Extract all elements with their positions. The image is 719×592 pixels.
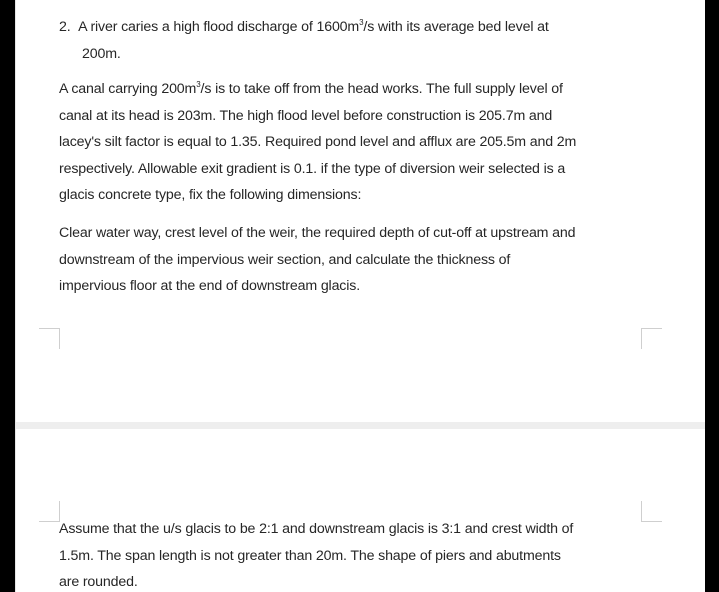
paragraph-line: lacey's silt factor is equal to 1.35. Required pond level and afflux are 205.5m and 2m [59,134,577,150]
paragraph-line: glacis concrete type, fix the following dimensions: [59,187,362,203]
margin-corner-marker-top-right [641,501,662,522]
page-edge-line [15,0,16,592]
document-page-1 [15,0,705,422]
paragraph-line: A canal carrying $200m^3/s$ is to take off from the head works. The full supply level of [59,80,563,97]
document-viewport[interactable] [15,0,705,592]
paragraph-line: downstream of the impervious weir section, and calculate the thickness of [59,251,511,268]
superscript-cubed: 3 [196,80,201,89]
paragraph-line: canal at its head is 203m. The high flood level before construction is 205.7m and [59,107,553,124]
paragraph-line: Assume that the u/s glacis to be 2:1 and downstream glacis is 3:1 and crest width of [59,521,574,537]
document-page-2 [15,429,705,592]
paragraph-given-data [59,76,576,209]
paragraph-line: are rounded. [59,574,138,590]
margin-corner-marker-bottom-left [39,328,60,349]
superscript-cubed: 3 [359,18,364,27]
margin-corner-marker-bottom-right [641,328,662,349]
paragraph-line: respectively. Allowable exit gradient is 0.1. if the type of diversion weir selected is a [59,160,566,177]
right-frame-border [705,0,719,592]
margin-corner-marker-top-left [39,501,60,522]
paragraph-required-dimensions [59,220,575,300]
page-separator [15,422,705,429]
paragraph-line: impervious floor at the end of downstream glacis. [59,278,360,294]
paragraph-line: 1.5m. The span length is not greater than 20m. The shape of piers and abutments [59,547,561,564]
paragraph-assumptions [59,516,573,592]
list-number: 2. [59,19,71,35]
question-item [59,14,549,67]
left-frame-border [0,0,15,592]
paragraph-line: Clear water way, crest level of the weir, the required depth of cut-off at upstream and [59,225,576,241]
question-line-1: 2. A river caries a high flood discharge of $1600m^3/s$ with its average bed level at [59,18,549,35]
question-line-2: 200m. [82,45,121,62]
